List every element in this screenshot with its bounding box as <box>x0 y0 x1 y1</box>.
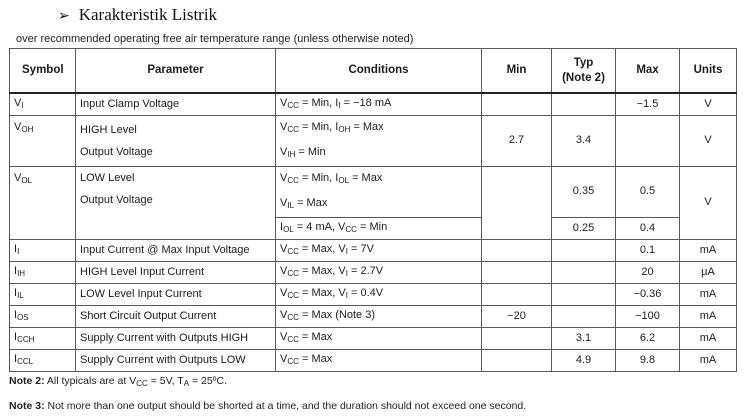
cond-subscript: IL <box>287 200 295 210</box>
cond-text: I <box>280 220 284 233</box>
symbol-text: I <box>14 330 18 343</box>
cond-subscript: CC <box>345 224 357 234</box>
min-cell <box>482 93 552 115</box>
symbol-text: V <box>14 96 22 109</box>
symbol-subscript: OS <box>17 312 29 322</box>
min-cell <box>482 349 552 371</box>
cond-text: V <box>280 330 288 343</box>
header-units: Units <box>680 49 737 94</box>
section-heading-text: Karakteristik Listrik <box>78 5 218 24</box>
header-typ-note: (Note 2) <box>562 71 605 84</box>
symbol-cell <box>10 115 76 166</box>
units-cell: mA <box>680 283 737 305</box>
units-cell: μA <box>680 261 737 283</box>
table-header-row <box>10 49 737 94</box>
typ-cell: 3.1 <box>552 327 616 349</box>
min-cell <box>482 327 552 349</box>
cond-text: V <box>280 171 288 184</box>
parameter-cell: LOW Level Input Current <box>76 283 276 305</box>
max-cell: −0.36 <box>616 283 680 305</box>
conditions-cell <box>276 305 482 327</box>
cond-text: = Min <box>356 220 388 233</box>
cond-subscript: I <box>345 290 348 300</box>
cond-subscript: I <box>338 100 341 110</box>
cond-subscript: OL <box>338 175 350 185</box>
parameter-cell: Short Circuit Output Current <box>76 305 276 327</box>
cond-text: = Min, I <box>298 96 339 109</box>
parameter-cell: Supply Current with Outputs LOW <box>76 349 276 371</box>
units-cell: V <box>680 93 737 115</box>
header-symbol: Symbol <box>10 49 76 94</box>
symbol-text: I <box>14 242 18 255</box>
cond-subscript: CC <box>287 290 299 300</box>
cond-text: = 4 mA, V <box>293 220 346 233</box>
note-3-text: Not more than one output should be shorted at a time, and the duration should not exceed one second. <box>44 400 527 412</box>
max-cell: 0.1 <box>616 239 680 261</box>
symbol-cell <box>10 283 76 305</box>
note-2-subscript: A <box>183 379 190 388</box>
conditions-cell <box>276 115 482 166</box>
cond-text: = 7V <box>347 242 374 255</box>
table-row <box>10 327 737 349</box>
max-cell: 20 <box>616 261 680 283</box>
header-typ <box>552 49 616 94</box>
note-2-label: Note 2: <box>9 375 45 387</box>
cond-text: = Max <box>349 171 383 184</box>
symbol-cell <box>10 305 76 327</box>
section-heading <box>58 5 217 25</box>
cond-subscript: CC <box>287 100 299 110</box>
cond-text: V <box>280 196 288 209</box>
note-2-text: All typicals are at V <box>44 375 137 387</box>
parameter-cell: Input Clamp Voltage <box>76 93 276 115</box>
cond-text: = Min, I <box>298 120 339 133</box>
symbol-subscript: I <box>17 246 20 256</box>
cond-text: = 2.7V <box>347 264 384 277</box>
cond-text: V <box>280 242 288 255</box>
parameter-line: HIGH Level <box>80 123 137 136</box>
cond-text: = Max <box>298 352 333 365</box>
typ-cell <box>552 261 616 283</box>
cond-text: = Max <box>294 196 328 209</box>
max-cell: −1.5 <box>616 93 680 115</box>
cond-text: V <box>280 308 288 321</box>
symbol-text: I <box>14 264 18 277</box>
cond-text: = Max, V <box>298 264 346 277</box>
cond-subscript: IH <box>287 149 296 159</box>
cond-subscript: OL <box>283 224 294 234</box>
max-cell: 0.4 <box>616 217 680 239</box>
max-cell: −100 <box>616 305 680 327</box>
table-row <box>10 305 737 327</box>
cond-text: V <box>280 352 288 365</box>
header-min: Min <box>482 49 552 94</box>
cond-line <box>280 167 477 192</box>
max-cell <box>616 115 680 166</box>
symbol-subscript: CCL <box>17 356 34 366</box>
cond-text: = Max <box>350 120 384 133</box>
typ-cell: 0.35 <box>552 166 616 217</box>
cond-line <box>280 192 477 217</box>
conditions-cell <box>276 239 482 261</box>
symbol-subscript: IH <box>17 268 26 278</box>
cond-text: = 0.4V <box>347 286 384 299</box>
cond-text: = Max (Note 3) <box>298 308 376 321</box>
units-cell: mA <box>680 305 737 327</box>
parameter-cell: Input Current @ Max Input Voltage <box>76 239 276 261</box>
min-cell: 2.7 <box>482 115 552 166</box>
conditions-cell <box>276 93 482 115</box>
symbol-subscript: CCH <box>17 334 35 344</box>
note-2-text: = 25ºC. <box>189 375 228 387</box>
header-typ-label: Typ <box>573 56 594 69</box>
symbol-cell <box>10 261 76 283</box>
symbol-subscript: OH <box>21 124 34 134</box>
header-conditions: Conditions <box>276 49 482 94</box>
parameter-cell: HIGH Level Input Current <box>76 261 276 283</box>
min-cell <box>482 166 552 239</box>
typ-cell <box>552 283 616 305</box>
cond-subscript: CC <box>287 124 299 134</box>
cond-text: = Max, V <box>298 242 346 255</box>
cond-subscript: I <box>345 246 348 256</box>
table-row <box>10 166 737 217</box>
note-3-label: Note 3: <box>9 400 45 412</box>
parameter-cell: Supply Current with Outputs HIGH <box>76 327 276 349</box>
cond-text: = −18 mA <box>340 96 392 109</box>
cond-subscript: CC <box>287 246 299 256</box>
units-cell: V <box>680 115 737 166</box>
max-cell: 9.8 <box>616 349 680 371</box>
max-cell: 0.5 <box>616 166 680 217</box>
note-2 <box>9 375 227 388</box>
table-row <box>10 283 737 305</box>
table-caption: over recommended operating free air temperature range (unless otherwise noted) <box>16 33 414 45</box>
conditions-cell <box>276 166 482 217</box>
cond-text: = Min <box>295 145 326 158</box>
note-2-text: = 5V, T <box>147 375 184 387</box>
symbol-text: I <box>14 308 18 321</box>
arrow-bullet-icon: ➢ <box>58 8 70 24</box>
parameter-cell <box>76 166 276 239</box>
typ-cell <box>552 93 616 115</box>
conditions-cell <box>276 217 482 239</box>
cond-text: V <box>280 145 288 158</box>
table-row <box>10 115 737 166</box>
symbol-cell <box>10 349 76 371</box>
cond-subscript: CC <box>287 268 299 278</box>
symbol-subscript: I <box>21 100 24 110</box>
conditions-cell <box>276 349 482 371</box>
electrical-characteristics-table <box>9 48 737 372</box>
cond-text: V <box>280 120 288 133</box>
min-cell <box>482 239 552 261</box>
symbol-cell <box>10 239 76 261</box>
parameter-line: Output Voltage <box>80 145 153 158</box>
typ-cell: 0.25 <box>552 217 616 239</box>
min-cell: −20 <box>482 305 552 327</box>
symbol-text: I <box>14 352 18 365</box>
units-cell: mA <box>680 327 737 349</box>
note-2-subscript: CC <box>136 379 148 388</box>
symbol-cell <box>10 327 76 349</box>
cond-subscript: OH <box>338 124 351 134</box>
note-3 <box>9 400 526 412</box>
table-row <box>10 239 737 261</box>
cond-subscript: CC <box>287 356 299 366</box>
cond-text: = Max <box>298 330 333 343</box>
cond-text: V <box>280 264 288 277</box>
symbol-text: I <box>14 286 18 299</box>
parameter-cell <box>76 115 276 166</box>
symbol-cell <box>10 93 76 115</box>
conditions-cell <box>276 327 482 349</box>
parameter-line: LOW Level <box>80 171 135 184</box>
cond-text: = Min, I <box>298 171 339 184</box>
typ-cell: 4.9 <box>552 349 616 371</box>
table-row <box>10 93 737 115</box>
units-cell: mA <box>680 349 737 371</box>
typ-cell <box>552 305 616 327</box>
min-cell <box>482 283 552 305</box>
header-max: Max <box>616 49 680 94</box>
cond-subscript: CC <box>287 175 299 185</box>
min-cell <box>482 261 552 283</box>
symbol-subscript: IL <box>17 290 24 300</box>
max-cell: 6.2 <box>616 327 680 349</box>
conditions-cell <box>276 283 482 305</box>
cond-subscript: CC <box>287 334 299 344</box>
table-row <box>10 349 737 371</box>
parameter-line: Output Voltage <box>80 193 153 206</box>
units-cell: mA <box>680 239 737 261</box>
cond-text: = Max, V <box>298 286 346 299</box>
cond-text: V <box>280 286 288 299</box>
units-cell: V <box>680 166 737 239</box>
symbol-text: V <box>14 120 22 133</box>
symbol-subscript: OL <box>21 175 33 185</box>
cond-line <box>280 141 477 166</box>
header-parameter: Parameter <box>76 49 276 94</box>
symbol-text: V <box>14 171 22 184</box>
cond-subscript: CC <box>287 312 299 322</box>
cond-line <box>280 116 477 141</box>
cond-text: V <box>280 96 288 109</box>
cond-subscript: I <box>345 268 348 278</box>
typ-cell: 3.4 <box>552 115 616 166</box>
typ-cell <box>552 239 616 261</box>
symbol-cell <box>10 166 76 239</box>
conditions-cell <box>276 261 482 283</box>
table-row <box>10 261 737 283</box>
